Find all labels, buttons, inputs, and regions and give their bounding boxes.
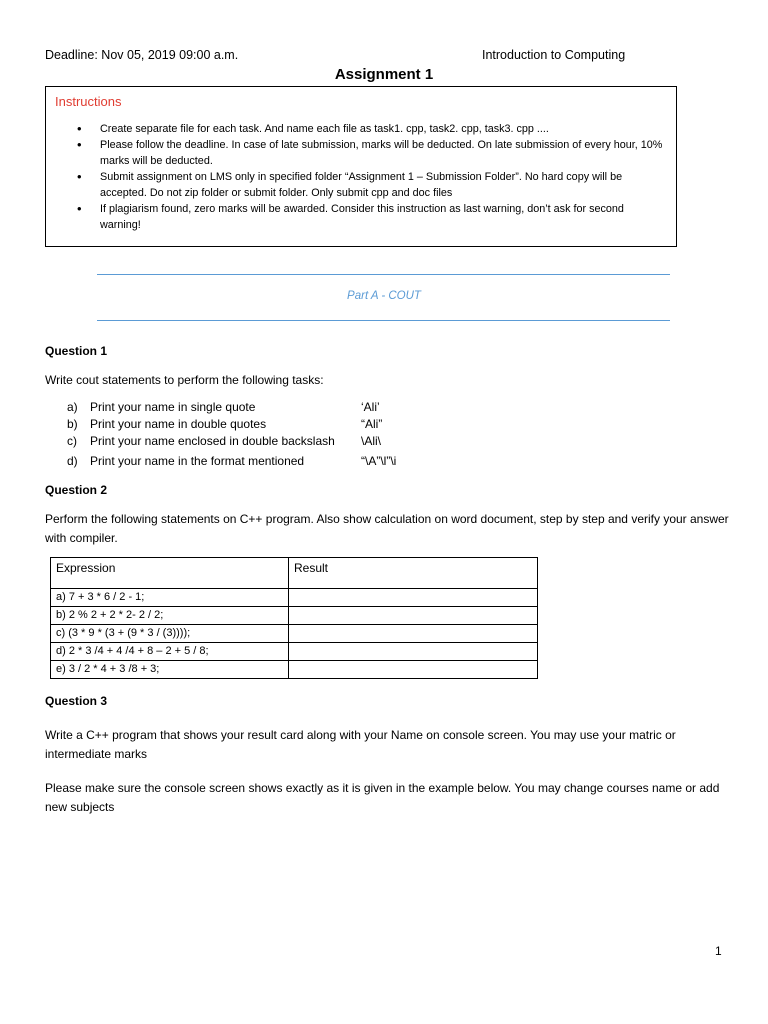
task-text: Print your name in double quotes [90, 417, 267, 431]
task-letter: d) [67, 454, 78, 468]
table-row [51, 661, 538, 679]
result-cell [289, 589, 538, 607]
question-2-prompt: Perform the following statements on C++ program. Also show calculation on word document, step by step and verify your answer with compiler. [45, 512, 729, 545]
result-cell [289, 643, 538, 661]
section-rule-bottom [97, 320, 670, 321]
table-header-result: Result [289, 558, 538, 589]
expression-cell: b) 2 % 2 + 2 * 2- 2 / 2; [51, 607, 289, 625]
expression-cell: a) 7 + 3 * 6 / 2 - 1; [51, 589, 289, 607]
instruction-item: • Create separate file for each task. And name each file as task1. cpp, task2. cpp, task3. cpp .... [100, 121, 666, 137]
result-cell [289, 607, 538, 625]
instruction-item: • If plagiarism found, zero marks will be awarded. Consider this instruction as last warning, don’t ask for second warning! [100, 201, 666, 233]
expression-cell: d) 2 * 3 /4 + 4 /4 + 8 – 2 + 5 / 8; [51, 643, 289, 661]
expression-table [50, 557, 538, 679]
course-name: Introduction to Computing [482, 48, 626, 62]
page-title: Assignment 1 [334, 66, 434, 83]
instruction-item: • Submit assignment on LMS only in specified folder “Assignment 1 – Submission Folder”. No hard copy will be accepted. Do not zip folder or submit folder. Only submit cpp and doc files [100, 169, 666, 201]
task-text: Print your name in the format mentioned [90, 454, 305, 468]
instruction-item: • Please follow the deadline. In case of late submission, marks will be deducted. On late submission of every hour, 10% marks will be deducted. [100, 137, 666, 169]
instructions-heading: Instructions [55, 94, 122, 109]
table-row [51, 607, 538, 625]
task-letter: a) [67, 400, 78, 414]
table-row [51, 589, 538, 607]
task-answer: ‘Ali’ [361, 400, 380, 414]
question-3-paragraph-2: Please make sure the console screen shows exactly as it is given in the example below. You may change courses name or add new subjects [45, 781, 720, 814]
task-letter: c) [67, 434, 77, 448]
section-rule-top [97, 274, 670, 275]
table-row [51, 643, 538, 661]
page-number: 1 [715, 944, 722, 958]
table-header-expression: Expression [51, 558, 289, 589]
deadline-text: Deadline: Nov 05, 2019 09:00 a.m. [45, 48, 239, 62]
expression-cell: c) (3 * 9 * (3 + (9 * 3 / (3)))); [51, 625, 289, 643]
task-text: Print your name in single quote [90, 400, 256, 414]
question-2-title: Question 2 [45, 483, 108, 497]
task-answer: “Ali” [361, 417, 383, 431]
question-3-paragraph-1: Write a C++ program that shows your result card along with your Name on console screen. You may use your matric or intermediate marks [45, 728, 676, 761]
task-letter: b) [67, 417, 78, 431]
task-text: Print your name enclosed in double backslash [90, 434, 335, 448]
expression-cell: e) 3 / 2 * 4 + 3 /8 + 3; [51, 661, 289, 679]
question-1-prompt: Write cout statements to perform the following tasks: [45, 373, 324, 387]
question-1-title: Question 1 [45, 344, 108, 358]
table-row [51, 625, 538, 643]
task-answer: “\A”\l”\i [361, 454, 397, 468]
question-3-title: Question 3 [45, 694, 108, 708]
result-cell [289, 661, 538, 679]
instructions-box [45, 86, 677, 247]
task-answer: \Ali\ [361, 434, 382, 448]
result-cell [289, 625, 538, 643]
instructions-list [46, 121, 666, 233]
table-header-row [51, 558, 538, 589]
section-heading: Part A - COUT [347, 290, 421, 302]
